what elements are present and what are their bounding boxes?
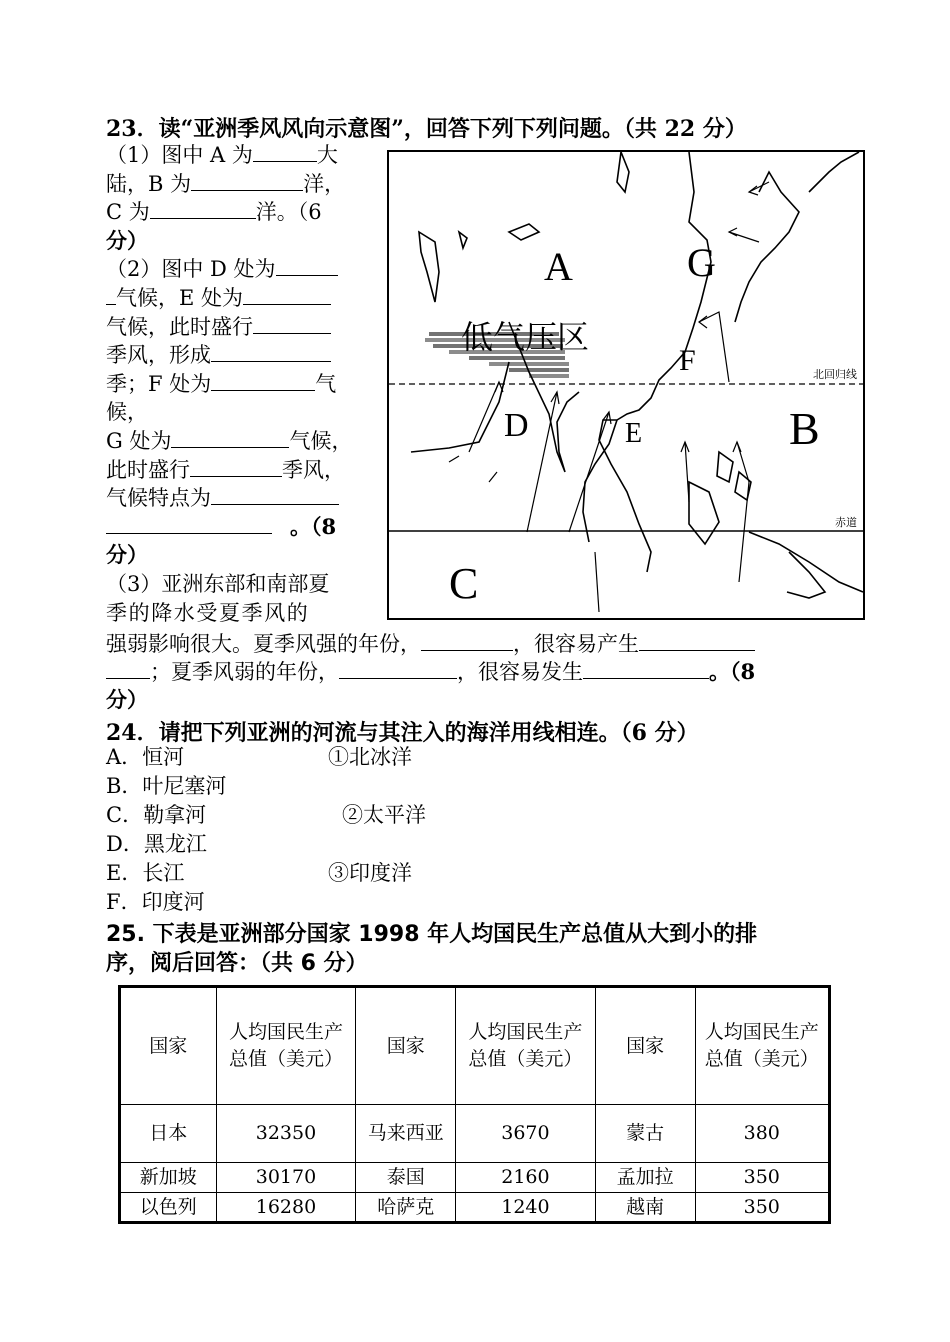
gnp-cell: 16280 — [216, 1193, 356, 1223]
q23-text-column — [106, 141, 368, 627]
tropic-label: 北回归线 — [813, 368, 857, 381]
map-label-f: F — [679, 344, 696, 377]
q23-part3-line4: ；夏季风弱的年份， ，很容易发生 。（8 — [106, 658, 755, 686]
ocean-3: ③印度洋 — [328, 861, 412, 885]
q23-part3-line3: 强弱影响很大。夏季风强的年份， ，很容易产生 — [106, 630, 755, 658]
q23-part3-line2: 季的降水受夏季风的 — [106, 600, 310, 625]
gnp-table — [118, 985, 831, 1224]
wind-arrows — [449, 182, 769, 612]
country-cell: 泰国 — [356, 1163, 456, 1193]
header-gnp: 人均国民生产总值（美元） — [456, 987, 596, 1105]
q23-part1-line3: C 为 洋。（6 — [106, 200, 322, 225]
q23-part2-line9: 气候特点为 — [106, 484, 368, 513]
gnp-cell: 350 — [695, 1193, 829, 1223]
header-country: 国家 — [356, 987, 456, 1105]
country-cell: 孟加拉 — [595, 1163, 695, 1193]
ocean-1: ①北冰洋 — [328, 745, 412, 769]
gnp-cell: 1240 — [456, 1193, 596, 1223]
q23-part1-line4: 分） — [106, 227, 148, 253]
q23-part2-line4: 季风，形成 — [106, 341, 368, 370]
country-cell: 以色列 — [120, 1193, 217, 1223]
gnp-cell: 3670 — [456, 1105, 596, 1163]
q23-part2-line10: 。（8 — [106, 513, 368, 542]
q25-title-line1: 25. 下表是亚洲部分国家 1998 年人均国民生产总值从大到小的排 — [106, 922, 758, 947]
q23-part1-line1: （1）图中 A 为 大 — [106, 143, 338, 167]
q23-part2-line2: 气候，E 处为 — [106, 284, 368, 313]
gnp-cell: 2160 — [456, 1163, 596, 1193]
q23-part2-line1: （2）图中 D 处为 — [106, 255, 368, 284]
map-label-e: E — [625, 418, 643, 449]
q23-title: 23．读“亚洲季风风向示意图”，回答下列下列问题。（共 22 分） — [106, 116, 747, 142]
q23-part2-line5: 季；F 处为 气 — [106, 371, 337, 396]
equator-label: 赤道 — [835, 516, 857, 529]
q23-part3-line5: 分） — [106, 687, 148, 712]
gnp-cell: 380 — [695, 1105, 829, 1163]
river-b: B．叶尼塞河 — [106, 774, 227, 798]
header-gnp: 人均国民生产总值（美元） — [695, 987, 829, 1105]
asia-monsoon-map — [387, 150, 865, 620]
q25-title-line2: 序，阅后回答：（共 6 分） — [106, 951, 368, 976]
q23-part2-line11: 分） — [106, 542, 148, 568]
country-cell: 新加坡 — [120, 1163, 217, 1193]
q23-part1-line2: 陆，B 为 洋， — [106, 171, 346, 196]
q23-part3-line1: （3）亚洲东部和南部夏 — [106, 571, 330, 596]
table-row — [120, 1193, 830, 1223]
country-cell: 哈萨克 — [356, 1193, 456, 1223]
river-f: F．印度河 — [106, 890, 205, 914]
table-row — [120, 1105, 830, 1163]
map-svg — [389, 152, 863, 618]
map-label-b: B — [789, 403, 820, 454]
map-label-c: C — [449, 559, 479, 608]
header-country: 国家 — [595, 987, 695, 1105]
q24-title: 24．请把下列亚洲的河流与其注入的海洋用线相连。（6 分） — [106, 720, 699, 746]
q23-part2-line6: 候， — [106, 400, 148, 425]
map-label-d: D — [504, 407, 529, 444]
river-c: C．勒拿河 — [106, 803, 207, 827]
country-cell: 蒙古 — [595, 1105, 695, 1163]
ocean-2: ②太平洋 — [342, 803, 426, 827]
river-d: D．黑龙江 — [106, 832, 207, 856]
q23-part2-line7: G 处为 气候， — [106, 428, 353, 453]
gnp-cell: 350 — [695, 1163, 829, 1193]
low-pressure-label: 低气压区 — [461, 318, 590, 356]
river-a: A．恒河 — [106, 745, 185, 769]
table-row — [120, 1163, 830, 1193]
header-country: 国家 — [120, 987, 217, 1105]
river-e: E．长江 — [106, 861, 185, 885]
header-gnp: 人均国民生产总值（美元） — [216, 987, 356, 1105]
q23-part2-line3: 气候，此时盛行 — [106, 313, 368, 342]
q23-part2-line8: 此时盛行 季风， — [106, 457, 345, 482]
country-cell: 马来西亚 — [356, 1105, 456, 1163]
map-label-a: A — [544, 244, 573, 289]
country-cell: 越南 — [595, 1193, 695, 1223]
map-label-g: G — [687, 240, 716, 285]
table-header-row — [120, 987, 830, 1105]
country-cell: 日本 — [120, 1105, 217, 1163]
gnp-cell: 30170 — [216, 1163, 356, 1193]
gnp-cell: 32350 — [216, 1105, 356, 1163]
